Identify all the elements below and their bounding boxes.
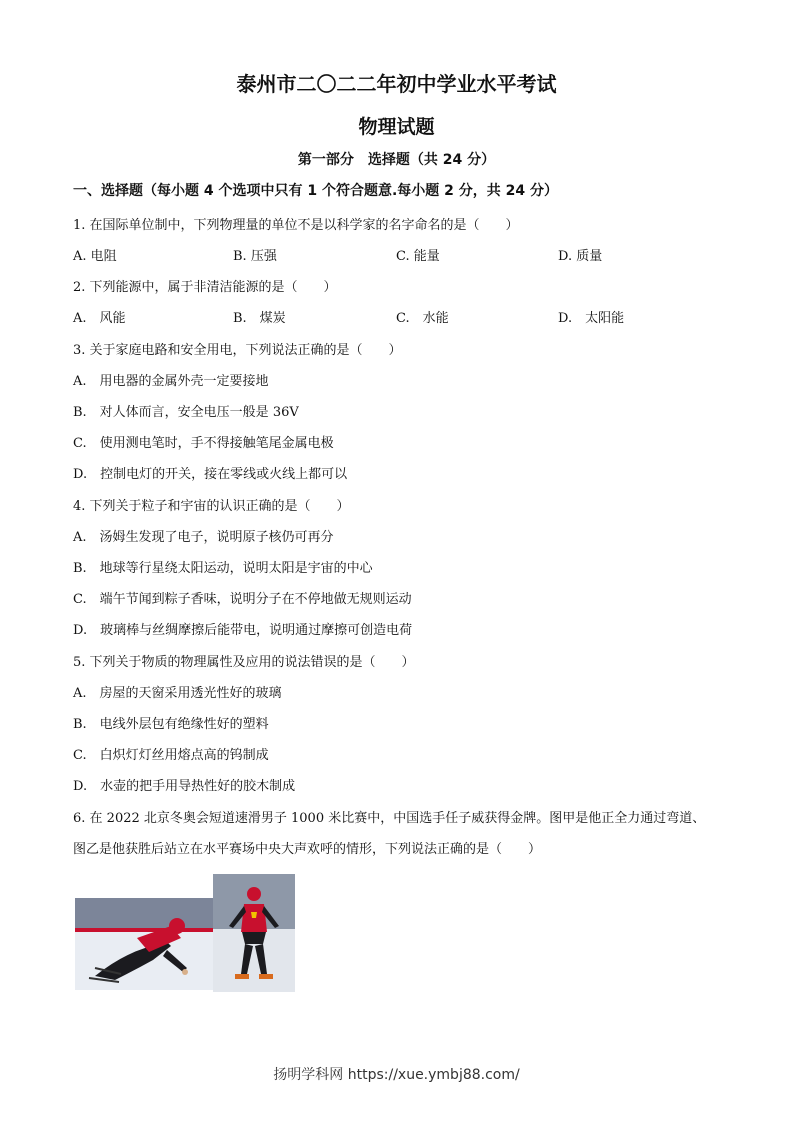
question-1-option-b: B. 压强 [233, 249, 277, 264]
question-1-option-c: C. 能量 [396, 249, 440, 264]
question-1-stem: 1. 在国际单位制中，下列物理量的单位不是以科学家的名字命名的是（ ） [73, 218, 519, 233]
part-heading: 第一部分 选择题（共 24 分） [297, 152, 496, 168]
footer-watermark: 扬明学科网 https://xue.ymbj88.com/ [273, 1067, 520, 1083]
question-2-stem: 2. 下列能源中，属于非清洁能源的是（ ） [73, 280, 337, 295]
question-4-option-c: C. 端午节闻到粽子香味，说明分子在不停地做无规则运动 [73, 592, 412, 607]
question-3-option-a: A. 用电器的金属外壳一定要接地 [73, 374, 269, 389]
question-5-stem: 5. 下列关于物质的物理属性及应用的说法错误的是（ ） [73, 655, 415, 670]
section-heading: 一、选择题（每小题 4 个选项中只有 1 个符合题意.每小题 2 分，共 24 分） [73, 183, 559, 199]
question-5-option-a: A. 房屋的天窗采用透光性好的玻璃 [73, 686, 282, 701]
question-2-option-a: A. 风能 [73, 311, 126, 326]
question-3-stem: 3. 关于家庭电路和安全用电，下列说法正确的是（ ） [73, 343, 402, 358]
question-2-option-c: C. 水能 [396, 311, 449, 326]
question-2-option-b: B. 煤炭 [233, 311, 286, 326]
question-4-option-a: A. 汤姆生发现了电子，说明原子核仍可再分 [73, 530, 334, 545]
skater-cornering-photo [75, 898, 213, 990]
question-4-stem: 4. 下列关于粒子和宇宙的认识正确的是（ ） [73, 499, 350, 514]
question-3-option-d: D. 控制电灯的开关，接在零线或火线上都可以 [73, 467, 348, 482]
question-3-option-b: B. 对人体而言，安全电压一般是 36V [73, 405, 299, 420]
question-4-option-b: B. 地球等行星绕太阳运动，说明太阳是宇宙的中心 [73, 561, 373, 576]
question-5-option-b: B. 电线外层包有绝缘性好的塑料 [73, 717, 269, 732]
subject-title: 物理试题 [358, 116, 435, 138]
question-6-stem-line-1: 6. 在 2022 北京冬奥会短道速滑男子 1000 米比赛中，中国选手任子威获得金牌。图甲是他正全力通过弯道、 [73, 811, 706, 826]
question-4-option-d: D. 玻璃棒与丝绸摩擦后能带电，说明通过摩擦可创造电荷 [73, 623, 413, 638]
question-2-option-d: D. 太阳能 [558, 311, 625, 326]
question-5-option-c: C. 白炽灯灯丝用熔点高的钨制成 [73, 748, 269, 763]
question-1-option-a: A. 电阻 [73, 249, 117, 264]
exam-title: 泰州市二〇二二年初中学业水平考试 [236, 72, 557, 96]
question-3-option-c: C. 使用测电笔时，手不得接触笔尾金属电极 [73, 436, 334, 451]
question-6-stem-line-2: 图乙是他获胜后站立在水平赛场中央大声欢呼的情形，下列说法正确的是（ ） [73, 842, 542, 857]
skater-celebrating-photo [213, 874, 295, 992]
question-1-option-d: D. 质量 [558, 249, 603, 264]
question-5-option-d: D. 水壶的把手用导热性好的胶木制成 [73, 779, 296, 794]
